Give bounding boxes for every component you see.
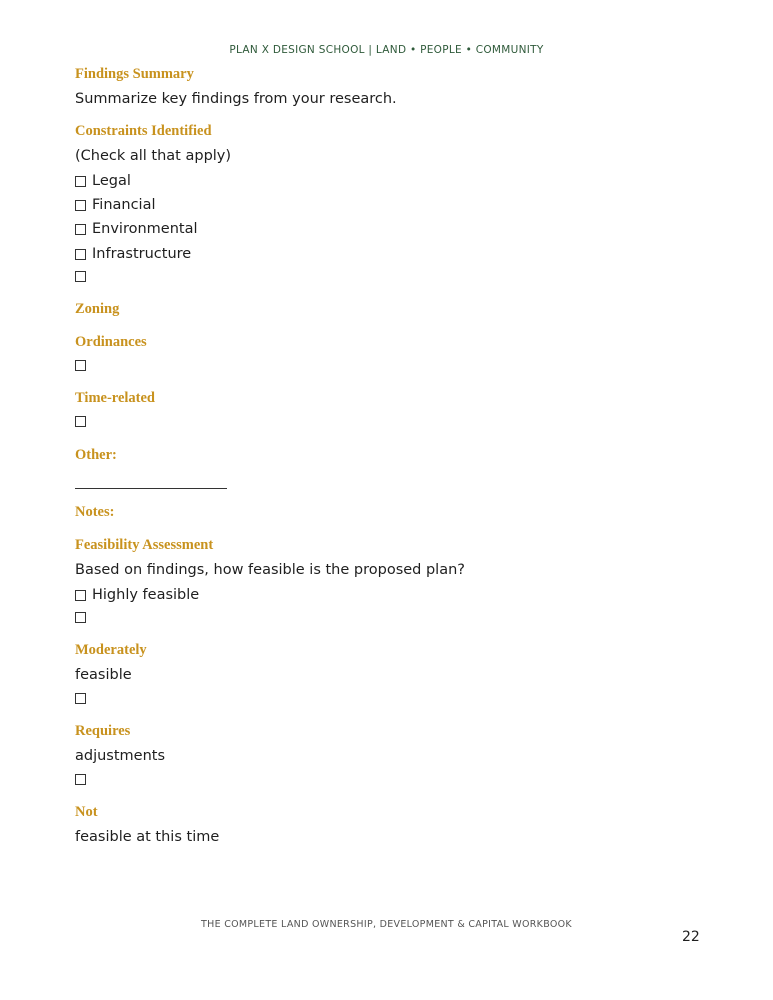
- constraint-option-label: Environmental: [92, 221, 198, 237]
- requires-heading: Requires: [75, 723, 131, 739]
- checkbox-icon[interactable]: [75, 612, 86, 623]
- checkbox-icon[interactable]: [75, 224, 86, 235]
- checkbox-icon[interactable]: [75, 416, 86, 427]
- feasibility-question: Based on findings, how feasible is the proposed plan?: [75, 562, 465, 578]
- checkbox-icon[interactable]: [75, 774, 86, 785]
- checkbox-icon[interactable]: [75, 360, 86, 371]
- feasibility-option-highly[interactable]: [75, 587, 199, 603]
- constraint-option-zoning-checkbox[interactable]: [75, 270, 92, 282]
- time-related-heading: Time-related: [75, 390, 155, 406]
- checkbox-icon[interactable]: [75, 249, 86, 260]
- page-number: 22: [682, 929, 700, 945]
- ordinances-heading: Ordinances: [75, 334, 147, 350]
- constraint-option-label: Legal: [92, 173, 131, 189]
- time-related-checkbox-row[interactable]: [75, 415, 92, 427]
- constraint-option-infrastructure[interactable]: [75, 246, 191, 262]
- feasibility-option-not-checkbox[interactable]: [75, 773, 92, 785]
- requires-text: adjustments: [75, 748, 166, 764]
- findings-summary-prompt: Summarize key findings from your research.: [75, 91, 397, 107]
- findings-summary-heading: Findings Summary: [75, 66, 194, 82]
- ordinances-checkbox-row[interactable]: [75, 359, 92, 371]
- checkbox-icon[interactable]: [75, 271, 86, 282]
- running-footer: THE COMPLETE LAND OWNERSHIP, DEVELOPMENT & CAPITAL WORKBOOK: [201, 919, 572, 930]
- constraint-option-financial[interactable]: [75, 197, 156, 213]
- constraint-option-environmental[interactable]: [75, 221, 198, 237]
- other-heading: Other:: [75, 447, 117, 463]
- feasibility-heading: Feasibility Assessment: [75, 537, 214, 553]
- moderately-heading: Moderately: [75, 642, 147, 658]
- not-heading: Not: [75, 804, 98, 820]
- constraints-instruction: (Check all that apply): [75, 148, 232, 164]
- checkbox-icon[interactable]: [75, 176, 86, 187]
- feasibility-option-label: Highly feasible: [92, 587, 200, 603]
- notes-heading: Notes:: [75, 504, 115, 520]
- constraints-heading: Constraints Identified: [75, 123, 212, 139]
- other-fill-in-line[interactable]: [75, 488, 227, 489]
- constraint-option-label: Financial: [92, 197, 156, 213]
- not-text: feasible at this time: [75, 829, 220, 845]
- checkbox-icon[interactable]: [75, 200, 86, 211]
- checkbox-icon[interactable]: [75, 590, 86, 601]
- checkbox-icon[interactable]: [75, 693, 86, 704]
- zoning-heading: Zoning: [75, 301, 120, 317]
- feasibility-option-moderately-checkbox[interactable]: [75, 611, 92, 623]
- running-header: PLAN X DESIGN SCHOOL | LAND • PEOPLE • COMMUNITY: [229, 44, 544, 56]
- constraint-option-label: Infrastructure: [92, 246, 192, 262]
- moderately-text: feasible: [75, 667, 132, 683]
- constraint-option-legal[interactable]: [75, 173, 131, 189]
- feasibility-option-requires-checkbox[interactable]: [75, 692, 92, 704]
